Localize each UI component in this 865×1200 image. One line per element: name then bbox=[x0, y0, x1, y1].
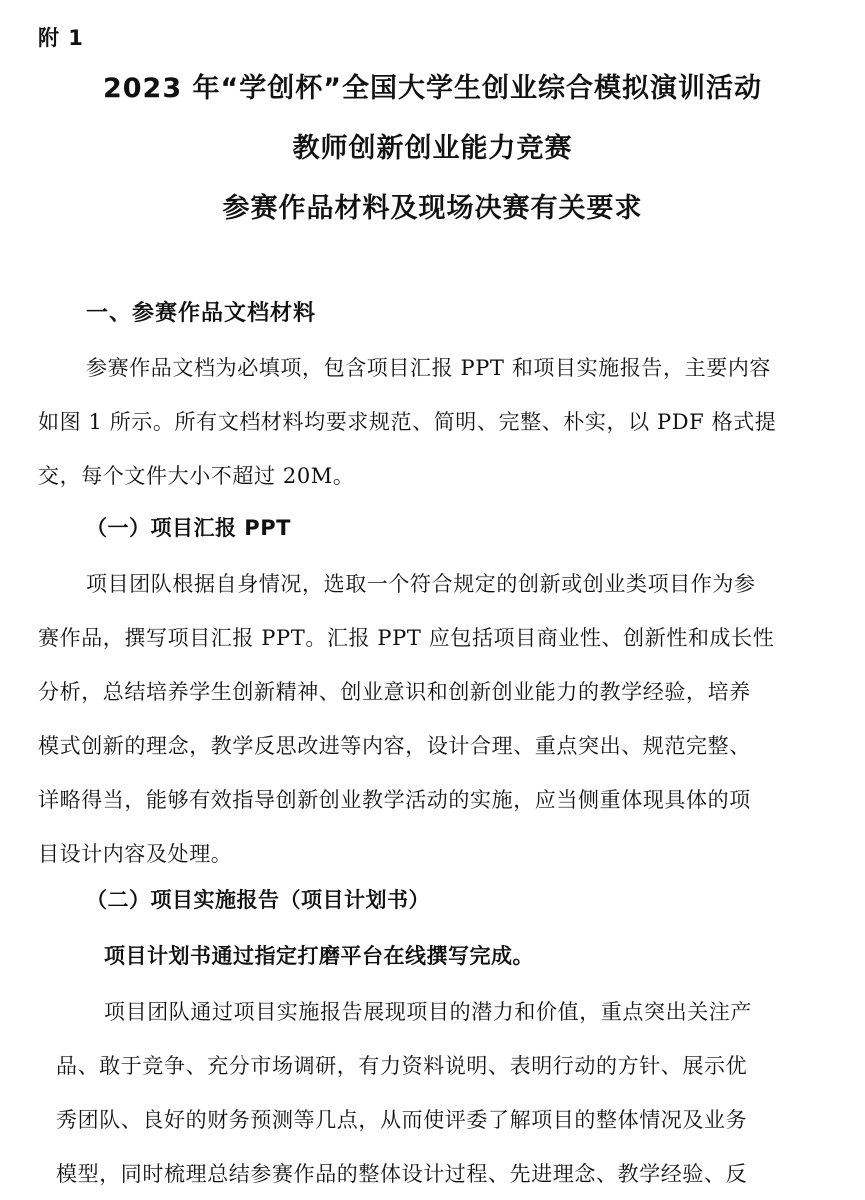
subsection-paragraph-report bbox=[56, 996, 828, 1196]
paragraph-line: 分析，总结培养学生创新精神、创业意识和创新创业能力的教学经验，培养 bbox=[38, 680, 751, 704]
section-paragraph bbox=[38, 352, 828, 492]
paragraph-line: 详略得当，能够有效指导创新创业教学活动的实施，应当侧重体现具体的项 bbox=[38, 788, 751, 812]
annex-label: 附 1 bbox=[38, 26, 84, 50]
subsection-paragraph-ppt bbox=[38, 568, 828, 868]
title-line-3: 参赛作品材料及现场决赛有关要求 bbox=[222, 193, 643, 224]
subsection-heading-report: （二）项目实施报告（项目计划书） bbox=[86, 888, 430, 912]
paragraph-line: 品、敢于竞争、充分市场调研，有力资料说明、表明行动的方针、展示优 bbox=[56, 1054, 748, 1078]
paragraph-line: 目设计内容及处理。 bbox=[38, 842, 233, 866]
paragraph-line: 赛作品，撰写项目汇报 PPT。汇报 PPT 应包括项目商业性、创新性和成长性 bbox=[38, 626, 775, 650]
paragraph-line: 参赛作品文档为必填项，包含项目汇报 PPT 和项目实施报告，主要内容 bbox=[86, 356, 772, 380]
subsection-bold-note: 项目计划书通过指定打磨平台在线撰写完成。 bbox=[104, 944, 534, 968]
paragraph-line: 模型，同时梳理总结参赛作品的整体设计过程、先进理念、教学经验、反 bbox=[56, 1162, 748, 1186]
paragraph-line: 模式创新的理念，教学反思改进等内容，设计合理、重点突出、规范完整、 bbox=[38, 734, 751, 758]
paragraph-line: 如图 1 所示。所有文档材料均要求规范、简明、完整、朴实，以 PDF 格式提 bbox=[38, 410, 777, 434]
paragraph-line: 项目团队通过项目实施报告展现项目的潜力和价值，重点突出关注产 bbox=[104, 1000, 752, 1024]
title-line-1: 2023 年“学创杯”全国大学生创业综合模拟演训活动 bbox=[102, 73, 763, 104]
subsection-heading-ppt: （一）项目汇报 PPT bbox=[86, 516, 291, 540]
paragraph-line: 秀团队、良好的财务预测等几点，从而使评委了解项目的整体情况及业务 bbox=[56, 1108, 748, 1132]
section-heading: 一、参赛作品文档材料 bbox=[86, 301, 317, 326]
paragraph-line: 交，每个文件大小不超过 20M。 bbox=[38, 464, 355, 488]
title-line-2: 教师创新创业能力竞赛 bbox=[292, 133, 573, 164]
paragraph-line: 项目团队根据自身情况，选取一个符合规定的创新或创业类项目作为参 bbox=[86, 572, 756, 596]
